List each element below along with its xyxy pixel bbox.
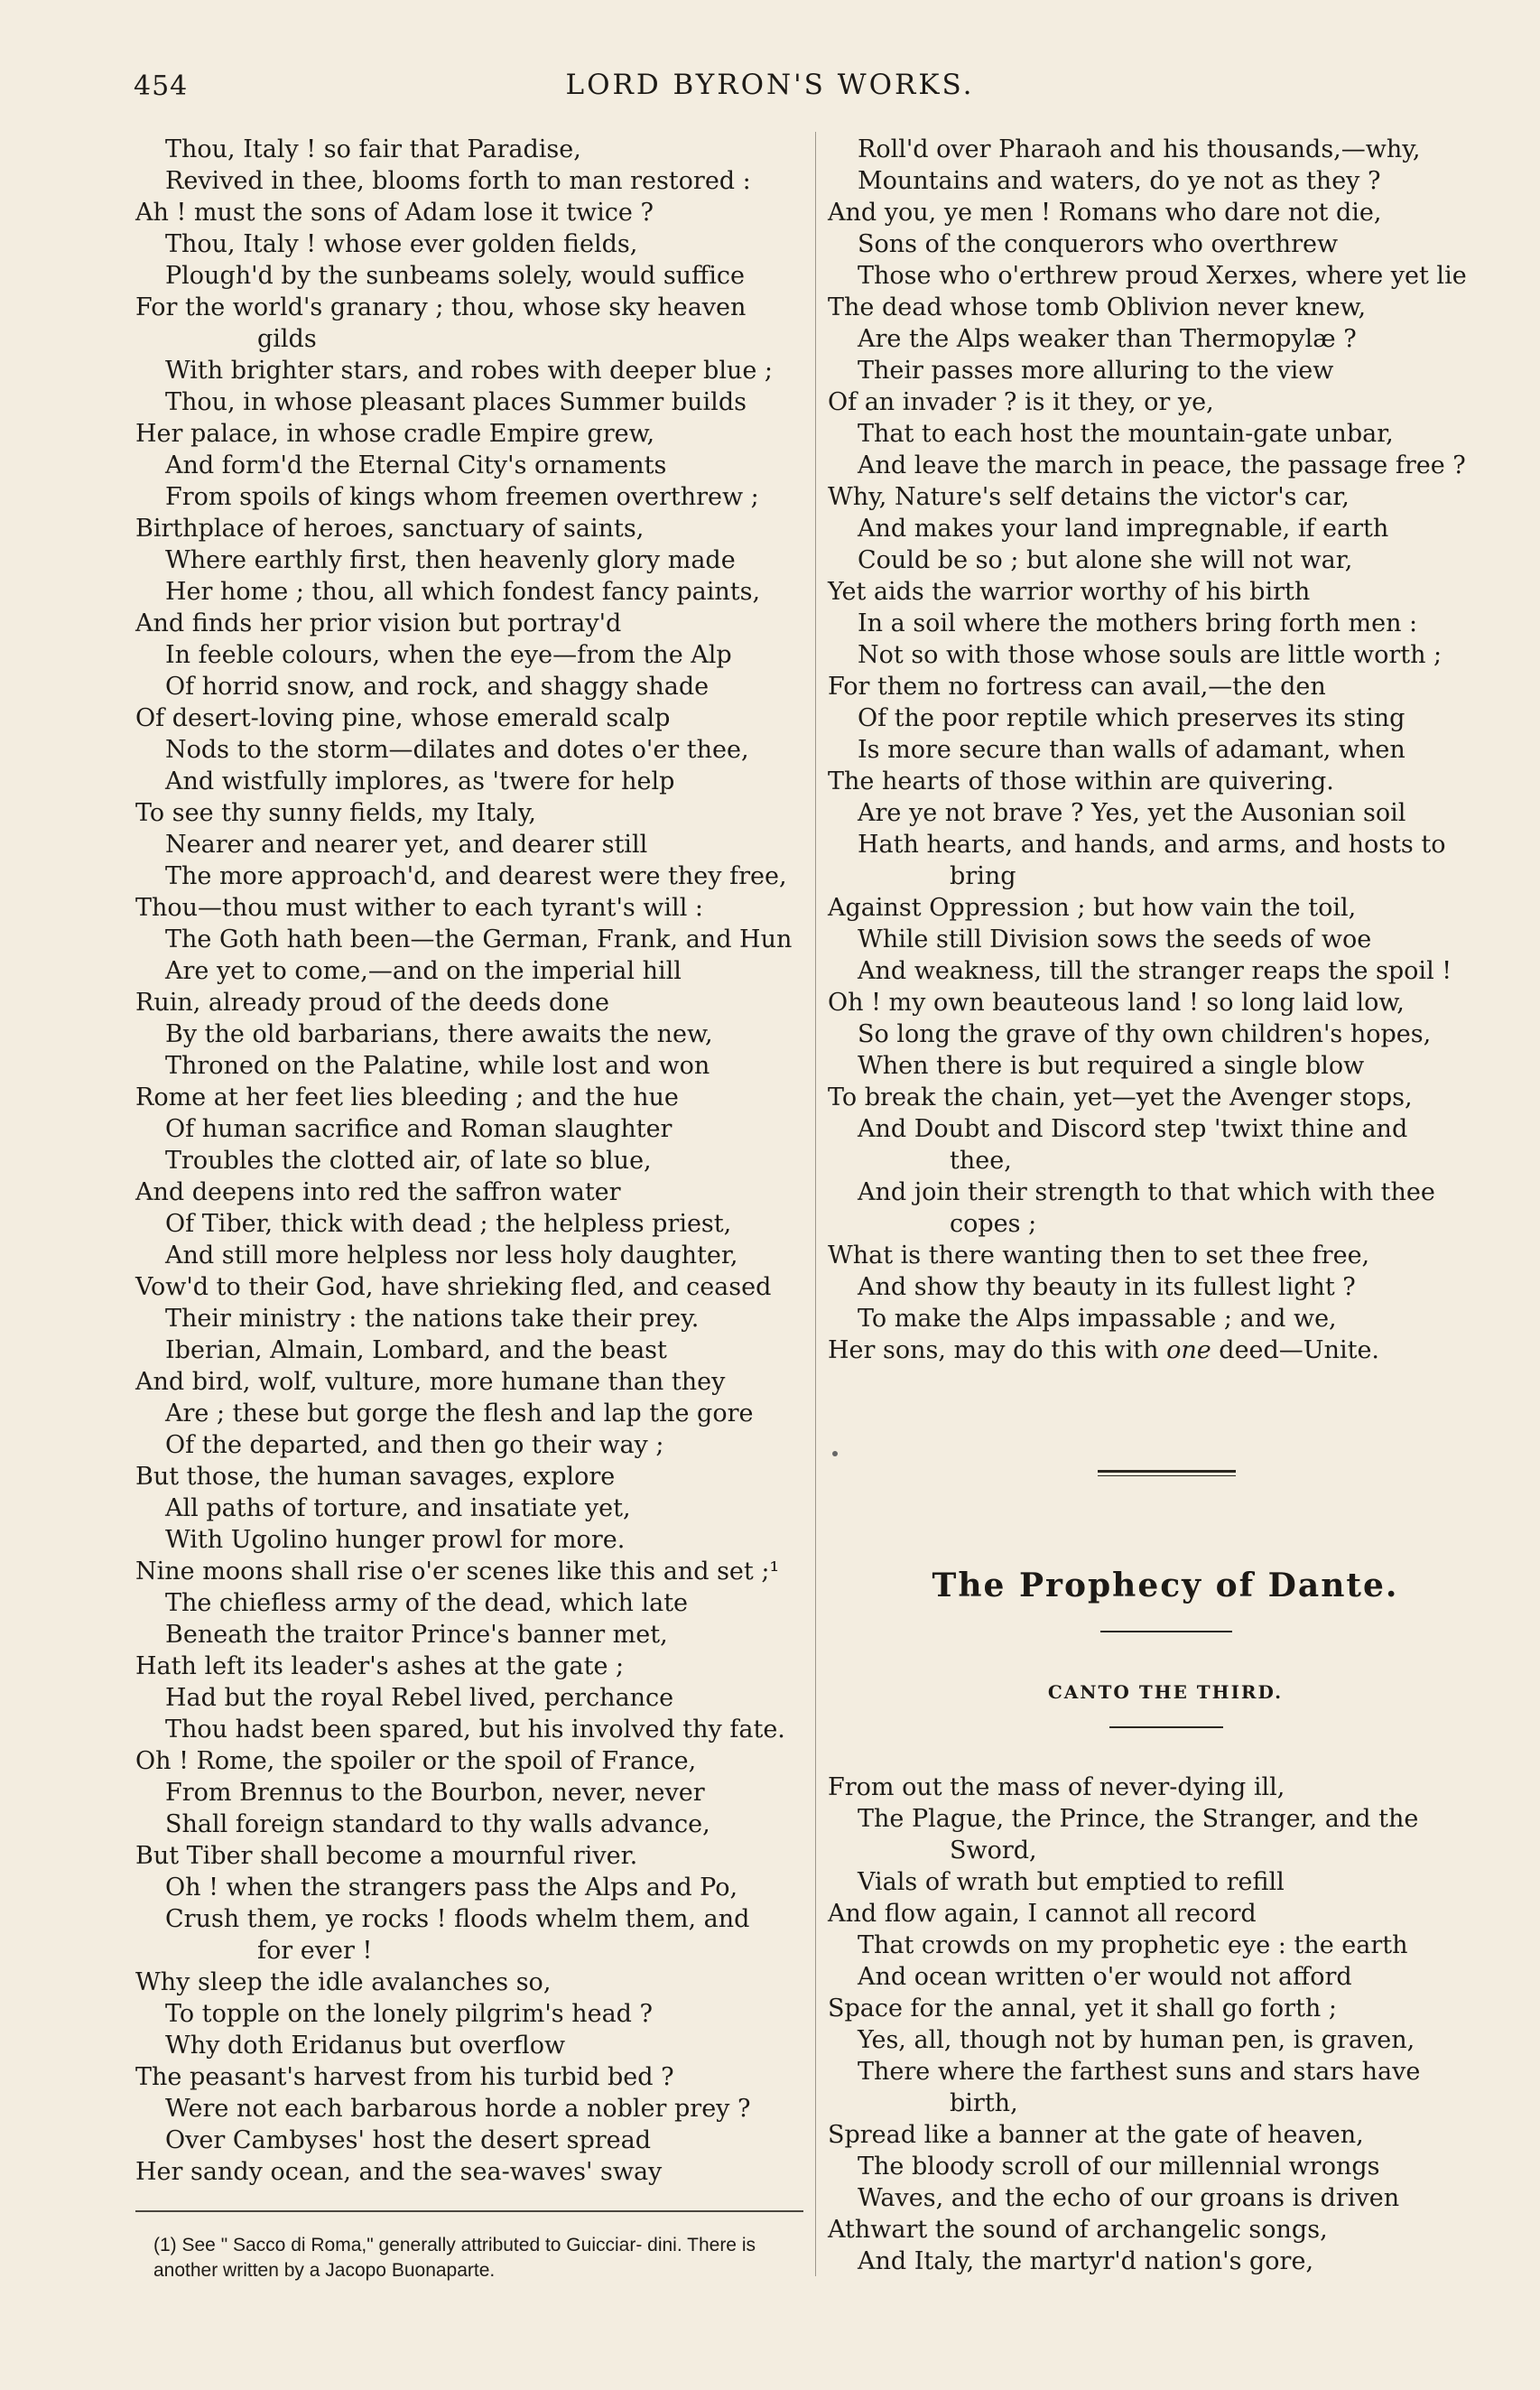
verse-line: Of the departed, and then go their way ; bbox=[165, 1431, 664, 1459]
verse-line: Thou, Italy ! whose ever golden fields, bbox=[165, 230, 638, 258]
verse-line: From Brennus to the Bourbon, never, never bbox=[165, 1779, 705, 1807]
verse-line: And Italy, the martyr'd nation's gore, bbox=[858, 2247, 1314, 2275]
verse-line: The dead whose tomb Oblivion never knew, bbox=[828, 293, 1367, 321]
verse-line: There where the farthest suns and stars have bbox=[858, 2058, 1421, 2086]
verse-line: And ocean written o'er would not afford bbox=[858, 1963, 1352, 1991]
verse-line: And show thy beauty in its fullest light ? bbox=[858, 1273, 1356, 1301]
verse-line: Are yet to come,—and on the imperial hill bbox=[165, 957, 682, 985]
verse-line: Hath left its leader's ashes at the gate ; bbox=[135, 1652, 625, 1680]
verse-line: copes ; bbox=[950, 1210, 1037, 1238]
verse-line: To break the chain, yet—yet the Avenger stops, bbox=[828, 1083, 1413, 1111]
verse-line: The more approach'd, and dearest were they free, bbox=[165, 862, 787, 890]
verse-line: With brighter stars, and robes with deeper blue ; bbox=[165, 357, 774, 385]
verse-line: And wistfully implores, as 'twere for help bbox=[165, 767, 675, 795]
verse-line: When there is but required a single blow bbox=[858, 1052, 1365, 1080]
verse-line: Of the poor reptile which preserves its sting bbox=[858, 704, 1405, 732]
verse-line: Thou, Italy ! so fair that Paradise, bbox=[165, 135, 581, 163]
column-divider bbox=[815, 132, 816, 2276]
verse-line: To topple on the lonely pilgrim's head ? bbox=[165, 2000, 654, 2028]
verse-line: What is there wanting then to set thee free, bbox=[828, 1241, 1370, 1269]
verse-line: The chiefless army of the dead, which late bbox=[165, 1589, 689, 1617]
section-ornament-rule bbox=[1098, 1470, 1236, 1473]
verse-line: Waves, and the echo of our groans is driven bbox=[858, 2184, 1400, 2212]
verse-line: Not so with those whose souls are little worth ; bbox=[858, 641, 1443, 669]
verse-line: Her sons, may do this with one deed—Unite. bbox=[828, 1336, 1380, 1364]
verse-line: Of Tiber, thick with dead ; the helpless priest, bbox=[165, 1210, 732, 1238]
verse-line: The hearts of those within are quivering. bbox=[828, 767, 1334, 795]
verse-line: And join their strength to that which with thee bbox=[858, 1178, 1435, 1206]
canto-text bbox=[828, 1772, 1503, 2277]
verse-line: Nearer and nearer yet, and dearer still bbox=[165, 831, 648, 859]
verse-line: With Ugolino hunger prowl for more. bbox=[165, 1526, 626, 1554]
footnote: (1) See " Sacco di Roma," generally attributed to Guicciar- dini. There is another written by a Jacopo Buonaparte. bbox=[153, 2235, 756, 2281]
verse-line: And form'd the Eternal City's ornaments bbox=[165, 451, 667, 479]
verse-line: Birthplace of heroes, sanctuary of saints, bbox=[135, 515, 645, 543]
verse-line: Are ; these but gorge the flesh and lap the gore bbox=[165, 1400, 754, 1427]
verse-line: And you, ye men ! Romans who dare not die, bbox=[828, 199, 1382, 227]
verse-line: And finds her prior vision but portray'd bbox=[135, 609, 622, 637]
verse-line: And Doubt and Discord step 'twixt thine and bbox=[858, 1115, 1408, 1143]
verse-line: And weakness, till the stranger reaps the spoil ! bbox=[858, 957, 1452, 985]
verse-line: Athwart the sound of archangelic songs, bbox=[828, 2216, 1328, 2244]
verse-line: The bloody scroll of our millennial wrongs bbox=[858, 2153, 1380, 2181]
right-column bbox=[828, 134, 1503, 1366]
verse-line: And still more helpless nor less holy daughter, bbox=[165, 1241, 738, 1269]
verse-line: For the world's granary ; thou, whose sky heaven bbox=[135, 293, 747, 321]
verse-line: And deepens into red the saffron water bbox=[135, 1178, 621, 1206]
verse-line: Vow'd to their God, have shrieking fled, and ceased bbox=[135, 1273, 772, 1301]
verse-line: Mountains and waters, do ye not as they ? bbox=[858, 167, 1381, 195]
verse-line: And bird, wolf, vulture, more humane than they bbox=[135, 1368, 726, 1396]
verse-line: Roll'd over Pharaoh and his thousands,—why, bbox=[858, 135, 1421, 163]
verse-line: Her palace, in whose cradle Empire grew, bbox=[135, 420, 655, 448]
verse-line: The peasant's harvest from his turbid bed ? bbox=[135, 2063, 674, 2091]
verse-line: Were not each barbarous horde a nobler prey ? bbox=[165, 2095, 751, 2123]
verse-line: Their ministry : the nations take their prey. bbox=[165, 1305, 700, 1333]
verse-line: Thou hadst been spared, but his involved thy fate. bbox=[165, 1716, 785, 1744]
verse-line: And flow again, I cannot all record bbox=[828, 1900, 1257, 1928]
verse-line: Her sandy ocean, and the sea-waves' sway bbox=[135, 2158, 663, 2186]
verse-line: Yes, all, though not by human pen, is graven, bbox=[858, 2026, 1415, 2054]
verse-line: Ruin, already proud of the deeds done bbox=[135, 989, 609, 1017]
verse-line: Oh ! when the strangers pass the Alps and Po, bbox=[165, 1874, 738, 1902]
verse-line: The Plague, the Prince, the Stranger, and the bbox=[858, 1805, 1419, 1833]
verse-line: That crowds on my prophetic eye : the earth bbox=[858, 1931, 1408, 1959]
verse-line: Over Cambyses' host the desert spread bbox=[165, 2126, 652, 2154]
verse-line: Are ye not brave ? Yes, yet the Ausonian soil bbox=[858, 799, 1406, 827]
verse-line: Iberian, Almain, Lombard, and the beast bbox=[165, 1336, 667, 1364]
left-column bbox=[135, 134, 803, 2188]
verse-line: Is more secure than walls of adamant, when bbox=[858, 736, 1405, 764]
verse-line: From out the mass of never-dying ill, bbox=[828, 1773, 1285, 1801]
verse-line: Thou, in whose pleasant places Summer builds bbox=[165, 388, 747, 416]
verse-line: Thou—thou must wither to each tyrant's will : bbox=[135, 894, 704, 922]
verse-line: Why sleep the idle avalanches so, bbox=[135, 1968, 552, 1996]
verse-line: birth, bbox=[950, 2089, 1018, 2117]
verse-line: Could be so ; but alone she will not war, bbox=[858, 546, 1353, 574]
verse-line: Why doth Eridanus but overflow bbox=[165, 2032, 566, 2060]
verse-line: Nine moons shall rise o'er scenes like this and set ;¹ bbox=[135, 1558, 780, 1586]
footnote-rule bbox=[135, 2210, 803, 2212]
section-ornament-rule-thin bbox=[1098, 1475, 1236, 1476]
running-title: LORD BYRON'S WORKS. bbox=[565, 69, 975, 101]
verse-line: The Goth hath been—the German, Frank, and Hun bbox=[165, 925, 793, 953]
verse-line: So long the grave of thy own children's hopes, bbox=[858, 1020, 1432, 1048]
verse-line: Rome at her feet lies bleeding ; and the hue bbox=[135, 1083, 679, 1111]
verse-line: Sword, bbox=[950, 1837, 1037, 1865]
verse-line: But those, the human savages, explore bbox=[135, 1463, 616, 1491]
verse-line: Vials of wrath but emptied to refill bbox=[858, 1868, 1285, 1896]
verse-line: Sons of the conquerors who overthrew bbox=[858, 230, 1339, 258]
verse-line: Crush them, ye rocks ! floods whelm them, and bbox=[165, 1905, 750, 1933]
verse-line: But Tiber shall become a mournful river. bbox=[135, 1842, 638, 1870]
verse-line: All paths of torture, and insatiate yet, bbox=[165, 1494, 631, 1522]
verse-line: Of human sacrifice and Roman slaughter bbox=[165, 1115, 673, 1143]
verse-line: And leave the march in peace, the passage free ? bbox=[858, 451, 1466, 479]
verse-line: Beneath the traitor Prince's banner met, bbox=[165, 1621, 668, 1649]
verse-line: Why, Nature's self detains the victor's car, bbox=[828, 483, 1350, 511]
verse-line: For them no fortress can avail,—the den bbox=[828, 673, 1326, 701]
verse-line: Revived in thee, blooms forth to man restored : bbox=[165, 167, 751, 195]
verse-line: Against Oppression ; but how vain the toil, bbox=[828, 894, 1357, 922]
title-rule bbox=[1100, 1631, 1232, 1632]
verse-line: In feeble colours, when the eye—from the Alp bbox=[165, 641, 732, 669]
verse-line: gilds bbox=[257, 325, 317, 353]
verse-line: Hath hearts, and hands, and arms, and hosts to bbox=[858, 831, 1446, 859]
verse-line: To make the Alps impassable ; and we, bbox=[858, 1305, 1337, 1333]
verse-line: for ever ! bbox=[257, 1937, 373, 1965]
verse-line: Where earthly first, then heavenly glory made bbox=[165, 546, 736, 574]
verse-line: Shall foreign standard to thy walls advance, bbox=[165, 1810, 710, 1838]
verse-line: Those who o'erthrew proud Xerxes, where yet lie bbox=[858, 262, 1467, 290]
verse-line: Plough'd by the sunbeams solely, would suffice bbox=[165, 262, 745, 290]
verse-line: Oh ! Rome, the spoiler or the spoil of France, bbox=[135, 1747, 697, 1775]
verse-line: In a soil where the mothers bring forth men : bbox=[858, 609, 1418, 637]
verse-line: Had but the royal Rebel lived, perchance bbox=[165, 1684, 674, 1712]
verse-line: bring bbox=[950, 862, 1016, 890]
page-number: 454 bbox=[134, 70, 189, 102]
verse-line: Their passes more alluring to the view bbox=[858, 357, 1334, 385]
verse-line: Throned on the Palatine, while lost and won bbox=[165, 1052, 710, 1080]
verse-line: Her home ; thou, all which fondest fancy paints, bbox=[165, 578, 761, 606]
canto-rule bbox=[1109, 1726, 1223, 1728]
verse-line: And makes your land impregnable, if earth bbox=[858, 515, 1389, 543]
verse-line: From spoils of kings whom freemen overthrew ; bbox=[165, 483, 759, 511]
canto-heading: CANTO THE THIRD. bbox=[1047, 1681, 1284, 1703]
stray-mark bbox=[832, 1451, 838, 1456]
verse-line: That to each host the mountain-gate unbar, bbox=[858, 420, 1394, 448]
verse-line: Spread like a banner at the gate of heaven, bbox=[828, 2121, 1364, 2149]
poem-title: The Prophecy of Dante. bbox=[932, 1567, 1399, 1604]
verse-line: Of horrid snow, and rock, and shaggy shade bbox=[165, 673, 710, 701]
verse-line: thee, bbox=[950, 1147, 1012, 1175]
verse-line: Nods to the storm—dilates and dotes o'er thee, bbox=[165, 736, 749, 764]
verse-line: By the old barbarians, there awaits the new, bbox=[165, 1020, 713, 1048]
verse-line: Are the Alps weaker than Thermopylæ ? bbox=[858, 325, 1357, 353]
verse-line: Yet aids the warrior worthy of his birth bbox=[828, 578, 1311, 606]
verse-line: Of desert-loving pine, whose emerald scalp bbox=[135, 704, 671, 732]
verse-line: To see thy sunny fields, my Italy, bbox=[135, 799, 536, 827]
verse-line: Ah ! must the sons of Adam lose it twice ? bbox=[135, 199, 654, 227]
verse-line: Space for the annal, yet it shall go forth ; bbox=[828, 1995, 1337, 2023]
verse-line: Oh ! my own beauteous land ! so long laid low, bbox=[828, 989, 1405, 1017]
verse-line: Of an invader ? is it they, or ye, bbox=[828, 388, 1214, 416]
verse-line: While still Division sows the seeds of woe bbox=[858, 925, 1372, 953]
verse-line: Troubles the clotted air, of late so blue, bbox=[165, 1147, 652, 1175]
